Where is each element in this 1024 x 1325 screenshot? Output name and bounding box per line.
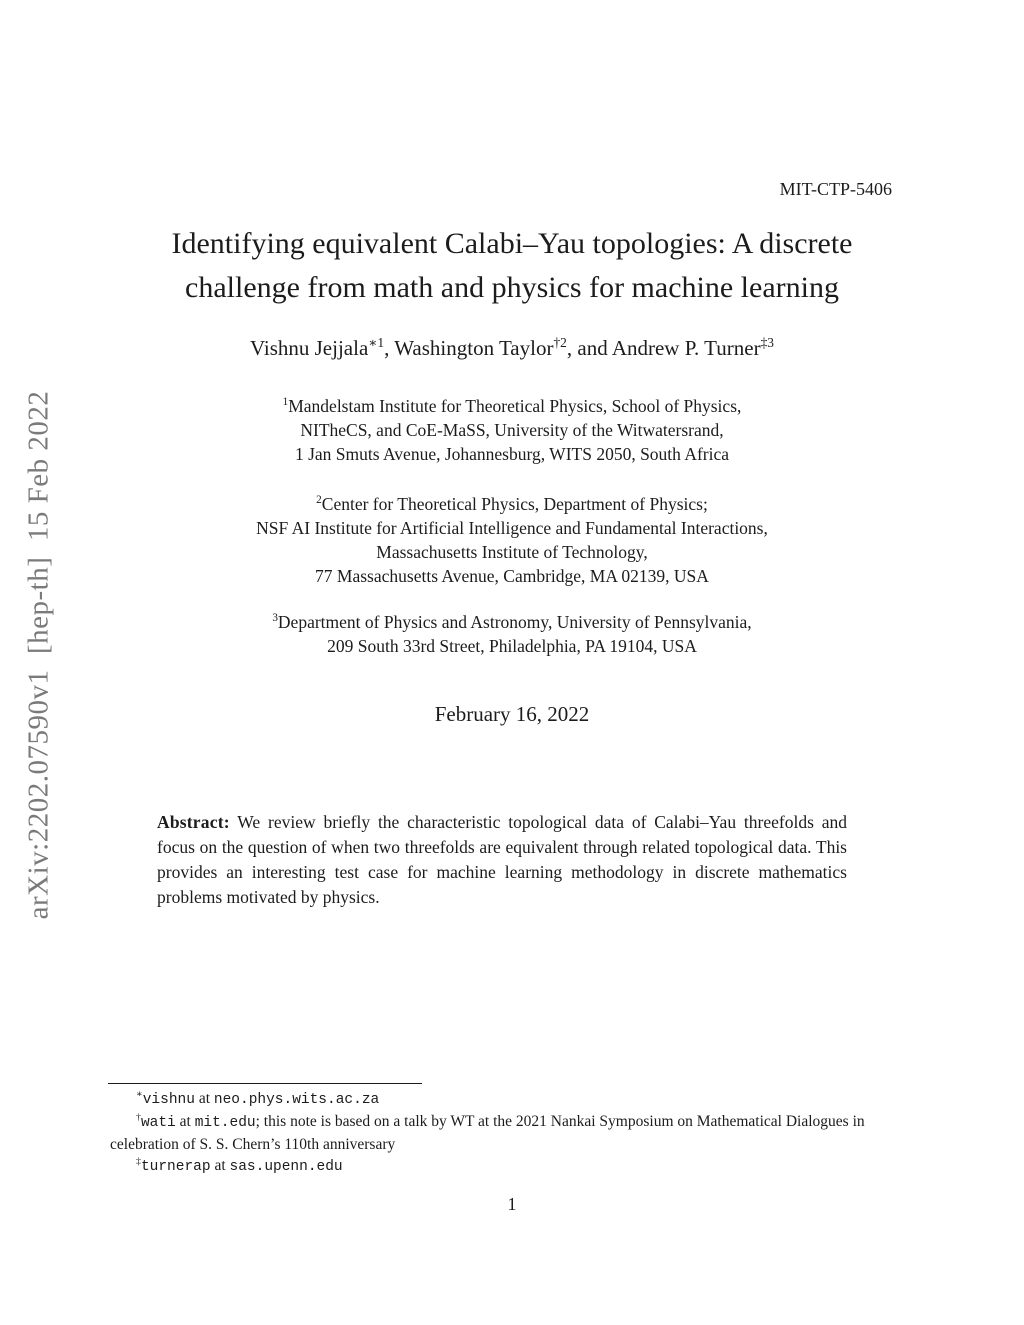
paper-date: February 16, 2022 — [434, 702, 590, 726]
footnote-3-mid: at — [210, 1157, 230, 1174]
footnote-3-user: turnerap — [140, 1159, 211, 1175]
footnote-2-user: wati — [140, 1115, 176, 1131]
affiliation-1 — [0, 394, 1024, 466]
affiliation-2 — [0, 492, 1024, 588]
author-line — [0, 336, 1024, 361]
abstract — [157, 810, 847, 910]
paper-title — [0, 222, 1024, 310]
affiliation-2-marker: 2 — [316, 494, 322, 507]
affiliation-3-line1 — [0, 610, 1024, 634]
affiliation-1-line2: NITheCS, and CoE-MaSS, University of the Witwatersrand, — [300, 420, 724, 440]
footnote-1-host: neo.phys.wits.ac.za — [213, 1092, 380, 1108]
abstract-text: We review briefly the characteristic topological data of Calabi–Yau threefolds and focus on the question of when two threefolds are equivalent through related topological data. This provides an interesting test case for machine learning methodology in discrete mathematics problems motivated by physics. — [157, 812, 847, 907]
author-1-marker: ∗1 — [368, 335, 385, 350]
affiliation-2-line2: NSF AI Institute for Artificial Intelligence and Fundamental Interactions, — [256, 518, 768, 538]
author-3 — [612, 336, 774, 360]
affiliation-3 — [0, 610, 1024, 658]
author-2 — [394, 336, 612, 360]
footnote-1-marker: ∗ — [136, 1088, 143, 1100]
footnote-rule — [108, 1083, 422, 1084]
affiliation-1-line1 — [0, 394, 1024, 418]
affiliation-2-text: Center for Theoretical Physics, Department of Physics; — [321, 494, 708, 514]
author-2-marker: †2 — [553, 335, 567, 350]
footnote-2-host: mit.edu — [194, 1115, 256, 1131]
author-separator: , and — [566, 336, 612, 360]
footnotes — [110, 1088, 912, 1178]
author-separator: , — [384, 336, 395, 360]
author-2-name: Washington Taylor — [394, 336, 554, 360]
author-3-name: Andrew P. Turner — [611, 336, 761, 360]
abstract-label: Abstract: — [157, 812, 230, 832]
footnote-2-rest: ; this note is based on a talk by WT at the 2021 Nankai Symposium on Mathematical Dialogues in celebration of S. S. Chern’s 110th anniversary — [110, 1113, 865, 1153]
footnote-2-mid: at — [175, 1113, 195, 1130]
affiliation-2-line3: Massachusetts Institute of Technology, — [376, 542, 648, 562]
footnote-1-mid: at — [194, 1090, 214, 1107]
affiliation-3-text: Department of Physics and Astronomy, University of Pennsylvania, — [277, 612, 752, 632]
affiliation-1-line3: 1 Jan Smuts Avenue, Johannesburg, WITS 2050, South Africa — [294, 444, 730, 464]
footnote-3-host: sas.upenn.edu — [229, 1159, 343, 1175]
page-number: 1 — [507, 1194, 517, 1214]
author-1-name: Vishnu Jejjala — [249, 336, 369, 360]
affiliation-2-line1 — [0, 492, 1024, 516]
footnote-3 — [110, 1155, 912, 1178]
paper-title-line1: Identifying equivalent Calabi–Yau topologies: A discrete — [171, 227, 853, 260]
paper-title-line2: challenge from math and physics for machine learning — [185, 271, 839, 304]
arxiv-watermark: arXiv:2202.07590v1 [hep-th] 15 Feb 2022 — [22, 390, 55, 920]
footnote-2-marker: † — [136, 1111, 141, 1123]
report-number: MIT-CTP-5406 — [779, 179, 892, 199]
footnote-1-user: vishnu — [142, 1092, 195, 1108]
affiliation-3-line2: 209 South 33rd Street, Philadelphia, PA 19104, USA — [327, 636, 697, 656]
affiliation-1-marker: 1 — [282, 396, 289, 409]
affiliation-1-text: Mandelstam Institute for Theoretical Physics, School of Physics, — [288, 396, 742, 416]
footnote-3-marker: ‡ — [136, 1155, 141, 1167]
footnote-2 — [110, 1111, 912, 1155]
affiliation-3-marker: 3 — [272, 612, 278, 625]
footnote-1 — [110, 1088, 912, 1111]
affiliation-2-line4: 77 Massachusetts Avenue, Cambridge, MA 02139, USA — [315, 566, 709, 586]
author-3-marker: ‡3 — [760, 335, 775, 350]
author-1 — [250, 336, 394, 360]
